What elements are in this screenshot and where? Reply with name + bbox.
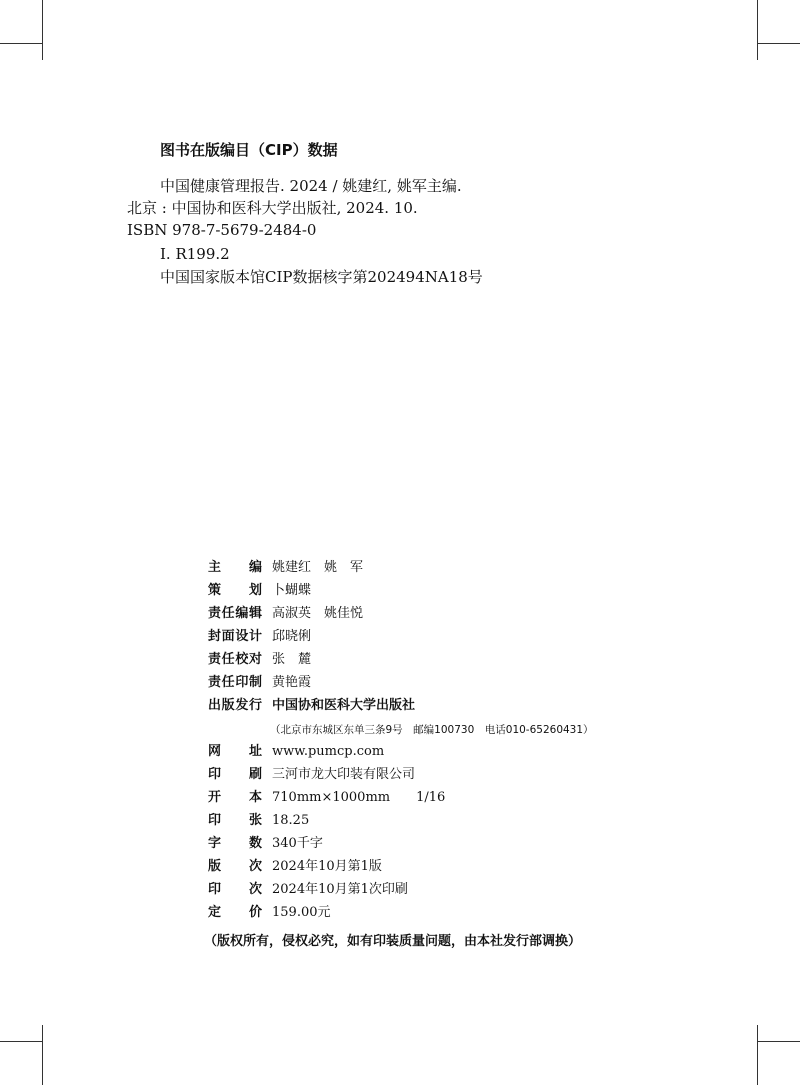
info-label: 定价 — [208, 905, 262, 920]
info-label: 责任印制 — [208, 675, 262, 690]
info-value: 邱晓俐 — [272, 629, 312, 644]
info-label: 责任编辑 — [208, 606, 262, 621]
crop-mark-top-left-v — [42, 0, 43, 60]
crop-mark-top-right-h — [758, 43, 800, 44]
info-value: 159.00元 — [272, 905, 331, 920]
crop-mark-bottom-left-h — [0, 1041, 42, 1042]
info-label: 网址 — [208, 744, 262, 759]
info-value: 高淑英 姚佳悦 — [272, 606, 364, 621]
crop-mark-bottom-left-v — [42, 1025, 43, 1085]
info-label: 出版发行 — [208, 698, 262, 713]
cip-classification: Ⅰ. R199.2 — [160, 245, 230, 263]
crop-mark-bottom-right-h — [758, 1041, 800, 1042]
info-value: 340千字 — [272, 836, 323, 851]
info-value: 卜蝴蝶 — [272, 583, 312, 598]
info-value: 中国协和医科大学出版社 — [272, 698, 416, 713]
cip-title: 图书在版编目（CIP）数据 — [160, 141, 338, 159]
crop-mark-top-left-h — [0, 43, 42, 44]
info-value: www.pumcp.com — [272, 744, 385, 759]
cip-line-1: 中国健康管理报告. 2024 / 姚建红, 姚军主编. — [160, 177, 462, 195]
info-label: 封面设计 — [208, 629, 262, 644]
info-label: 印刷 — [208, 767, 262, 782]
info-label: 主编 — [208, 560, 262, 575]
info-label: 策划 — [208, 583, 262, 598]
copyright-notice: （版权所有，侵权必究，如有印装质量问题，由本社发行部调换） — [204, 934, 582, 949]
info-value: 2024年10月第1次印刷 — [272, 882, 408, 897]
info-label: 版次 — [208, 859, 262, 874]
info-value: 710mm×1000mm 1/16 — [272, 790, 446, 805]
info-label: 印次 — [208, 882, 262, 897]
cip-isbn: ISBN 978-7-5679-2484-0 — [127, 221, 317, 239]
info-value: 黄艳霞 — [272, 675, 312, 690]
cip-line-2: 北京 : 中国协和医科大学出版社, 2024. 10. — [127, 199, 418, 217]
info-label: 开本 — [208, 790, 262, 805]
info-label: 责任校对 — [208, 652, 262, 667]
cip-number: 中国国家版本馆CIP数据核字第202494NA18号 — [160, 268, 483, 286]
info-value: 三河市龙大印装有限公司 — [272, 767, 416, 782]
info-label: 印张 — [208, 813, 262, 828]
info-value: 2024年10月第1版 — [272, 859, 382, 874]
info-label: 字数 — [208, 836, 262, 851]
info-value: 张 麓 — [272, 652, 312, 667]
publisher-address: （北京市东城区东单三条9号 邮编100730 电话010-65260431） — [270, 724, 594, 736]
crop-mark-bottom-right-v — [757, 1025, 758, 1085]
info-value: 18.25 — [272, 813, 310, 828]
info-value: 姚建红 姚 军 — [272, 560, 364, 575]
crop-mark-top-right-v — [757, 0, 758, 60]
